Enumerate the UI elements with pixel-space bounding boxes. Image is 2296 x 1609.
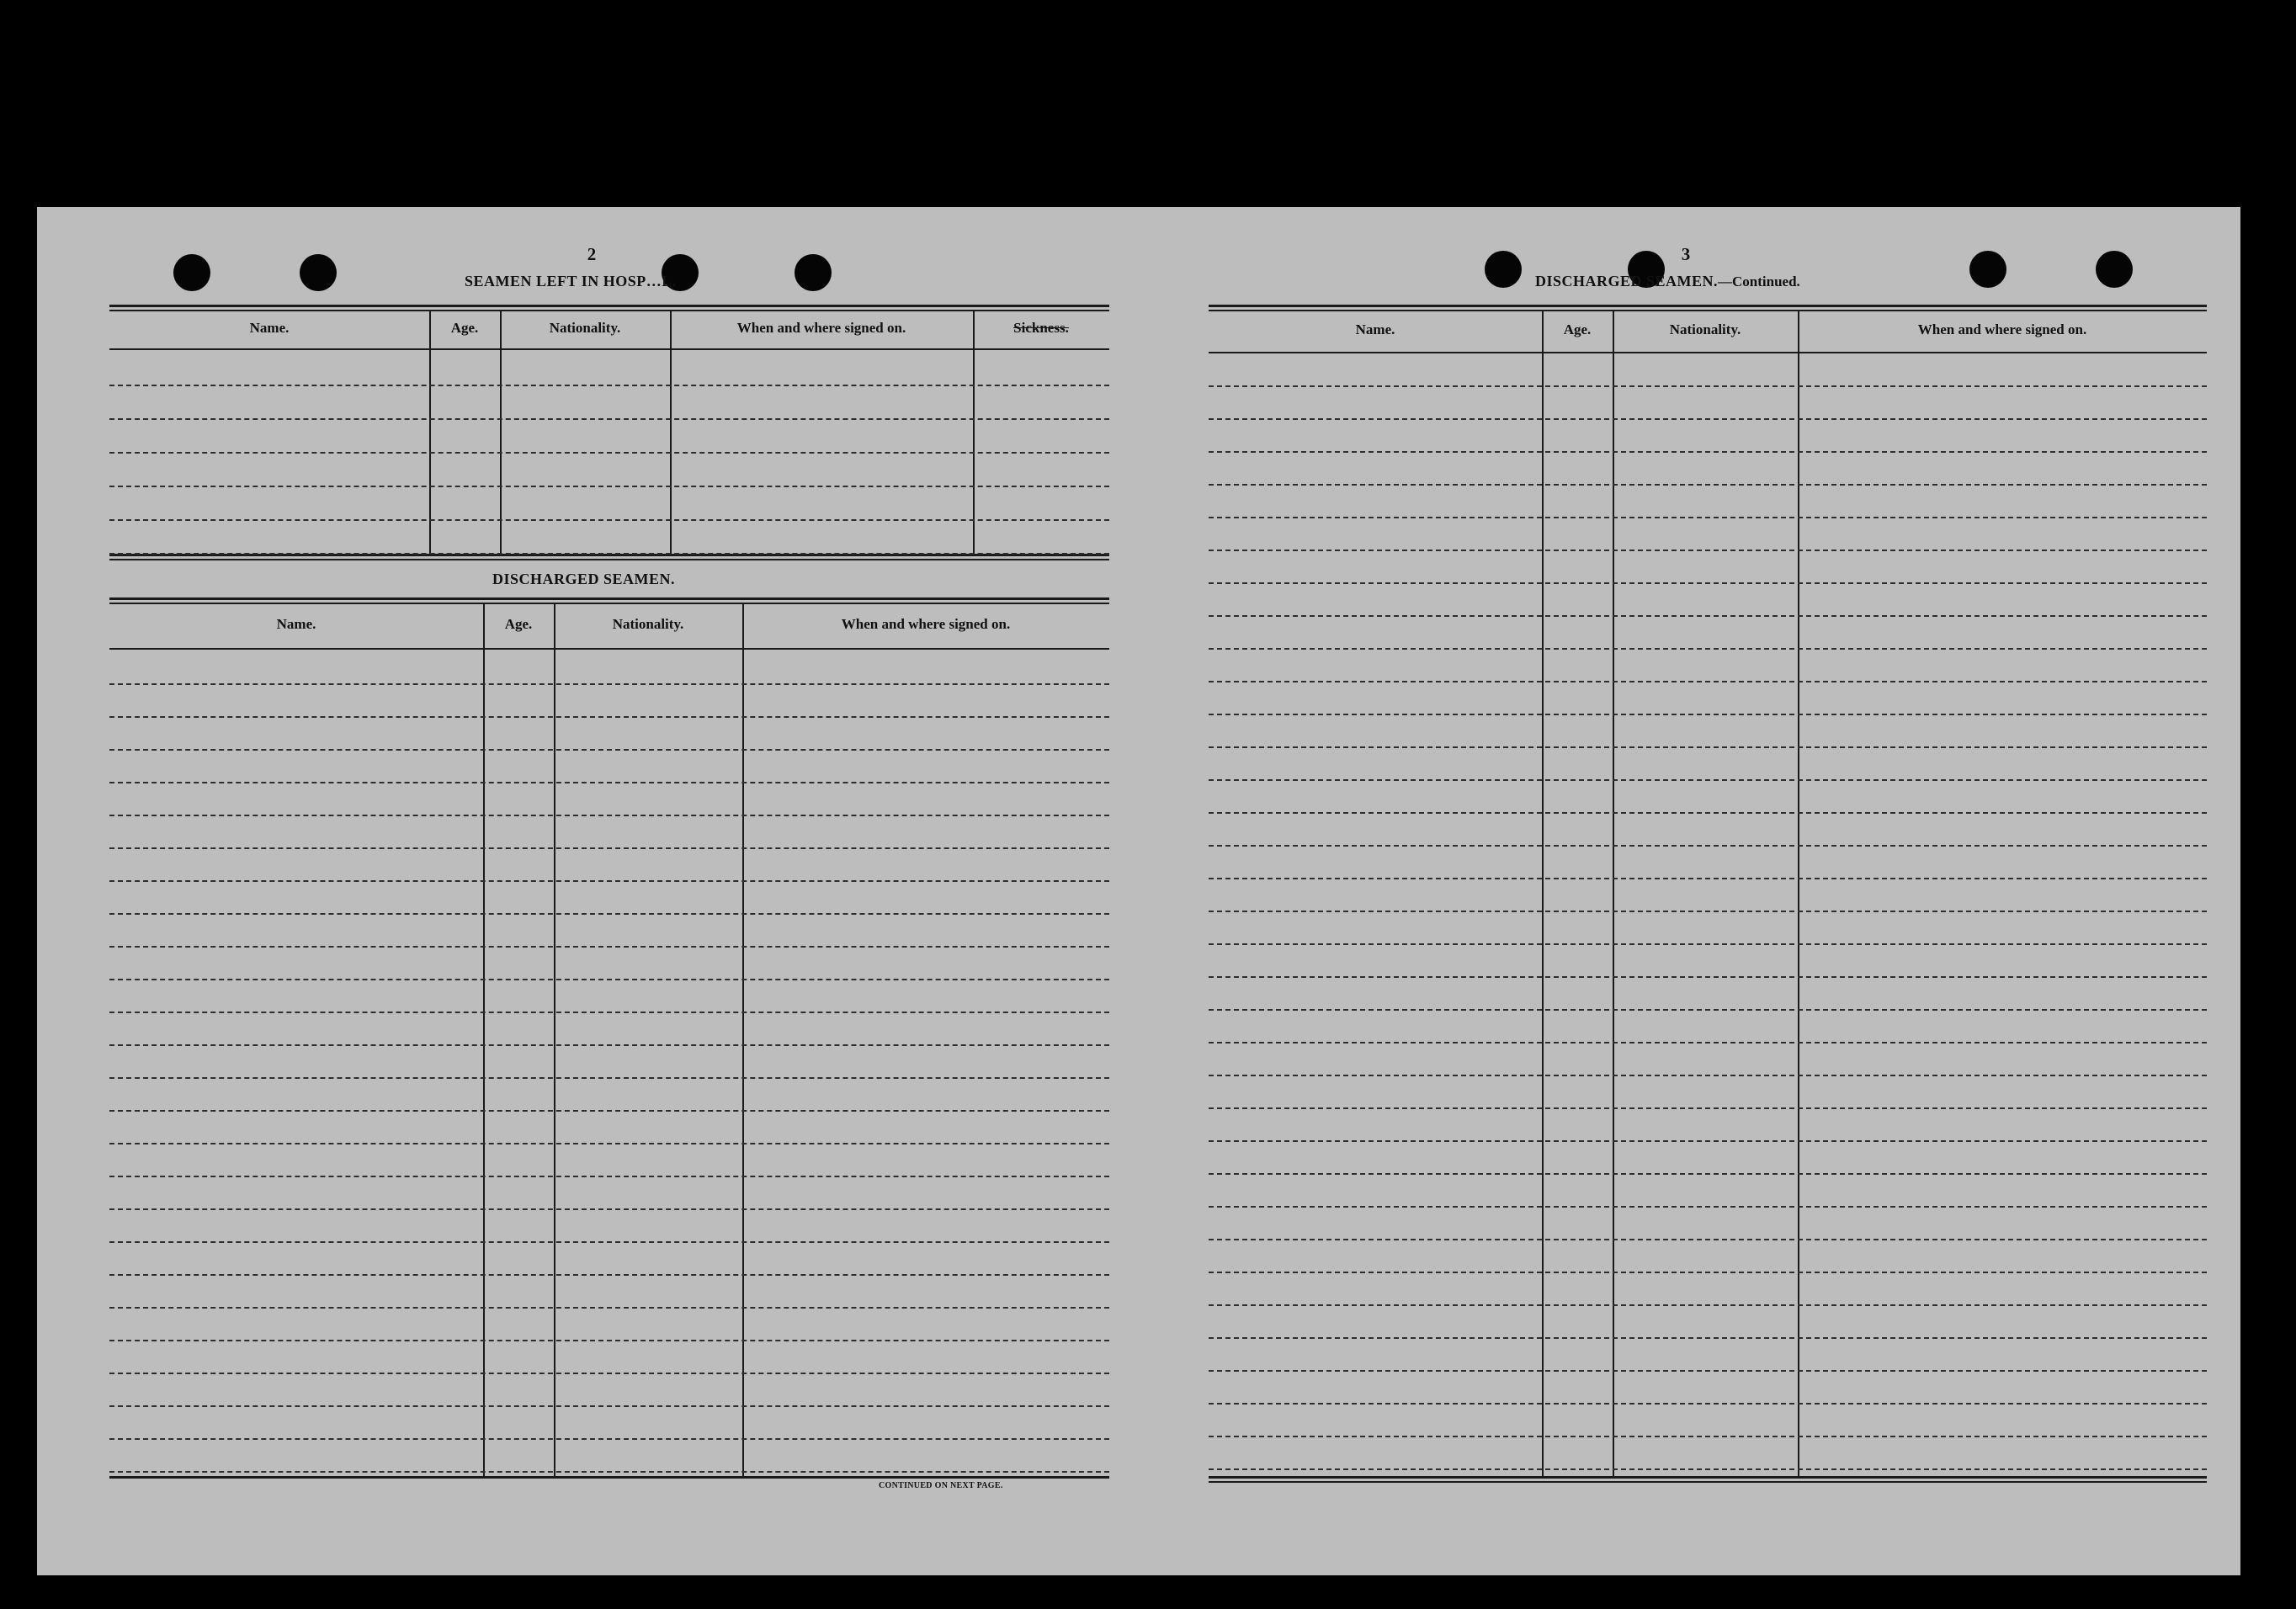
- table-row-line: [1209, 812, 2207, 814]
- table-row-line: [1209, 418, 2207, 420]
- table-row-line: [109, 1044, 1109, 1046]
- table-row-line: [1209, 1272, 2207, 1273]
- discharged-continued-table: [1209, 305, 2207, 1483]
- section-title-seamen-left-in-hospital: SEAMEN LEFT IN HOSP…L.: [465, 273, 677, 289]
- table-row-line: [109, 1438, 1109, 1440]
- table-row-line: [1209, 1468, 2207, 1470]
- column-header-when-where-signed-on: When and where signed on.: [1917, 321, 2087, 337]
- table-row-line: [109, 1405, 1109, 1407]
- table-row-line: [109, 1077, 1109, 1079]
- table-row-line: [109, 1012, 1109, 1013]
- form-sheet: [37, 207, 2240, 1575]
- punch-hole: [1485, 251, 1522, 288]
- column-header-name: Name.: [1355, 321, 1395, 337]
- continued-on-next-page-note: CONTINUED ON NEXT PAGE.: [879, 1481, 1003, 1490]
- table-row-line: [1209, 517, 2207, 518]
- table-row-line: [109, 519, 1109, 521]
- table-row-line: [109, 979, 1109, 980]
- table-row-line: [1209, 615, 2207, 617]
- discharged-table: [109, 597, 1109, 1479]
- table-row-line: [1209, 1206, 2207, 1208]
- table-row-line: [1209, 746, 2207, 748]
- table-row-line: [109, 1340, 1109, 1341]
- column-header-when-where-signed-on: When and where signed on.: [841, 616, 1011, 632]
- table-row-line: [109, 913, 1109, 915]
- punch-hole: [795, 254, 832, 291]
- table-row-line: [1209, 681, 2207, 682]
- table-row-line: [109, 847, 1109, 849]
- column-header-age: Age.: [1563, 321, 1592, 337]
- table-row-line: [109, 553, 1109, 555]
- punch-hole: [1969, 251, 2006, 288]
- table-row-line: [1209, 1239, 2207, 1240]
- table-row-line: [109, 782, 1109, 783]
- table-row-line: [109, 1274, 1109, 1276]
- table-row-line: [1209, 845, 2207, 847]
- table-row-line: [1209, 550, 2207, 551]
- table-row-line: [109, 1143, 1109, 1144]
- column-header-name: Name.: [276, 616, 316, 632]
- table-row-line: [1209, 648, 2207, 650]
- section-title-text: DISCHARGED SEAMEN.: [1535, 273, 1719, 289]
- table-row-line: [1209, 385, 2207, 387]
- hospital-table: [109, 305, 1109, 559]
- table-row-line: [109, 418, 1109, 420]
- table-row-line: [109, 1110, 1109, 1112]
- table-row-line: [1209, 1370, 2207, 1372]
- table-row-line: [1209, 1304, 2207, 1306]
- page-number: 3: [1681, 244, 1691, 264]
- table-row-line: [109, 385, 1109, 386]
- table-row-line: [109, 815, 1109, 816]
- table-row-line: [109, 1471, 1109, 1473]
- table-row-line: [1209, 779, 2207, 781]
- table-row-line: [1209, 451, 2207, 453]
- page-number: 2: [587, 244, 597, 264]
- table-row-line: [1209, 582, 2207, 584]
- table-row-line: [1209, 911, 2207, 912]
- table-row-line: [1209, 1337, 2207, 1339]
- table-row-line: [109, 716, 1109, 718]
- table-row-line: [109, 486, 1109, 487]
- table-row-line: [1209, 1107, 2207, 1109]
- section-title-discharged-seamen-continued: [1535, 273, 1800, 290]
- table-row-line: [109, 1373, 1109, 1374]
- table-row-line: [1209, 1436, 2207, 1437]
- column-header-age: Age.: [450, 320, 479, 336]
- punch-hole: [173, 254, 210, 291]
- table-row-line: [1209, 714, 2207, 715]
- table-row-line: [109, 880, 1109, 882]
- punch-hole: [300, 254, 337, 291]
- table-row-line: [1209, 943, 2207, 945]
- table-row-line: [109, 1241, 1109, 1243]
- column-header-age: Age.: [504, 616, 533, 632]
- table-row-line: [1209, 1042, 2207, 1043]
- section-title-discharged-seamen: DISCHARGED SEAMEN.: [492, 571, 676, 587]
- section-title-suffix: —Continued.: [1718, 273, 1800, 289]
- table-row-line: [1209, 1173, 2207, 1175]
- table-row-line: [1209, 1403, 2207, 1405]
- column-header-nationality: Nationality.: [549, 320, 621, 336]
- column-header-sickness: Sickness.: [1013, 320, 1069, 336]
- table-row-line: [1209, 484, 2207, 486]
- table-row-line: [1209, 1009, 2207, 1011]
- table-row-line: [109, 452, 1109, 454]
- table-row-line: [109, 749, 1109, 751]
- punch-hole: [2096, 251, 2133, 288]
- table-row-line: [109, 1176, 1109, 1177]
- table-row-line: [109, 683, 1109, 685]
- table-row-line: [109, 1307, 1109, 1309]
- table-row-line: [109, 1208, 1109, 1210]
- table-row-line: [1209, 878, 2207, 879]
- table-row-line: [1209, 1075, 2207, 1076]
- column-header-nationality: Nationality.: [612, 616, 684, 632]
- column-header-nationality: Nationality.: [1669, 321, 1741, 337]
- column-header-when-where-signed-on: When and where signed on.: [736, 320, 906, 336]
- table-row-line: [1209, 976, 2207, 978]
- table-row-line: [109, 946, 1109, 948]
- table-row-line: [1209, 1140, 2207, 1142]
- column-header-name: Name.: [249, 320, 290, 336]
